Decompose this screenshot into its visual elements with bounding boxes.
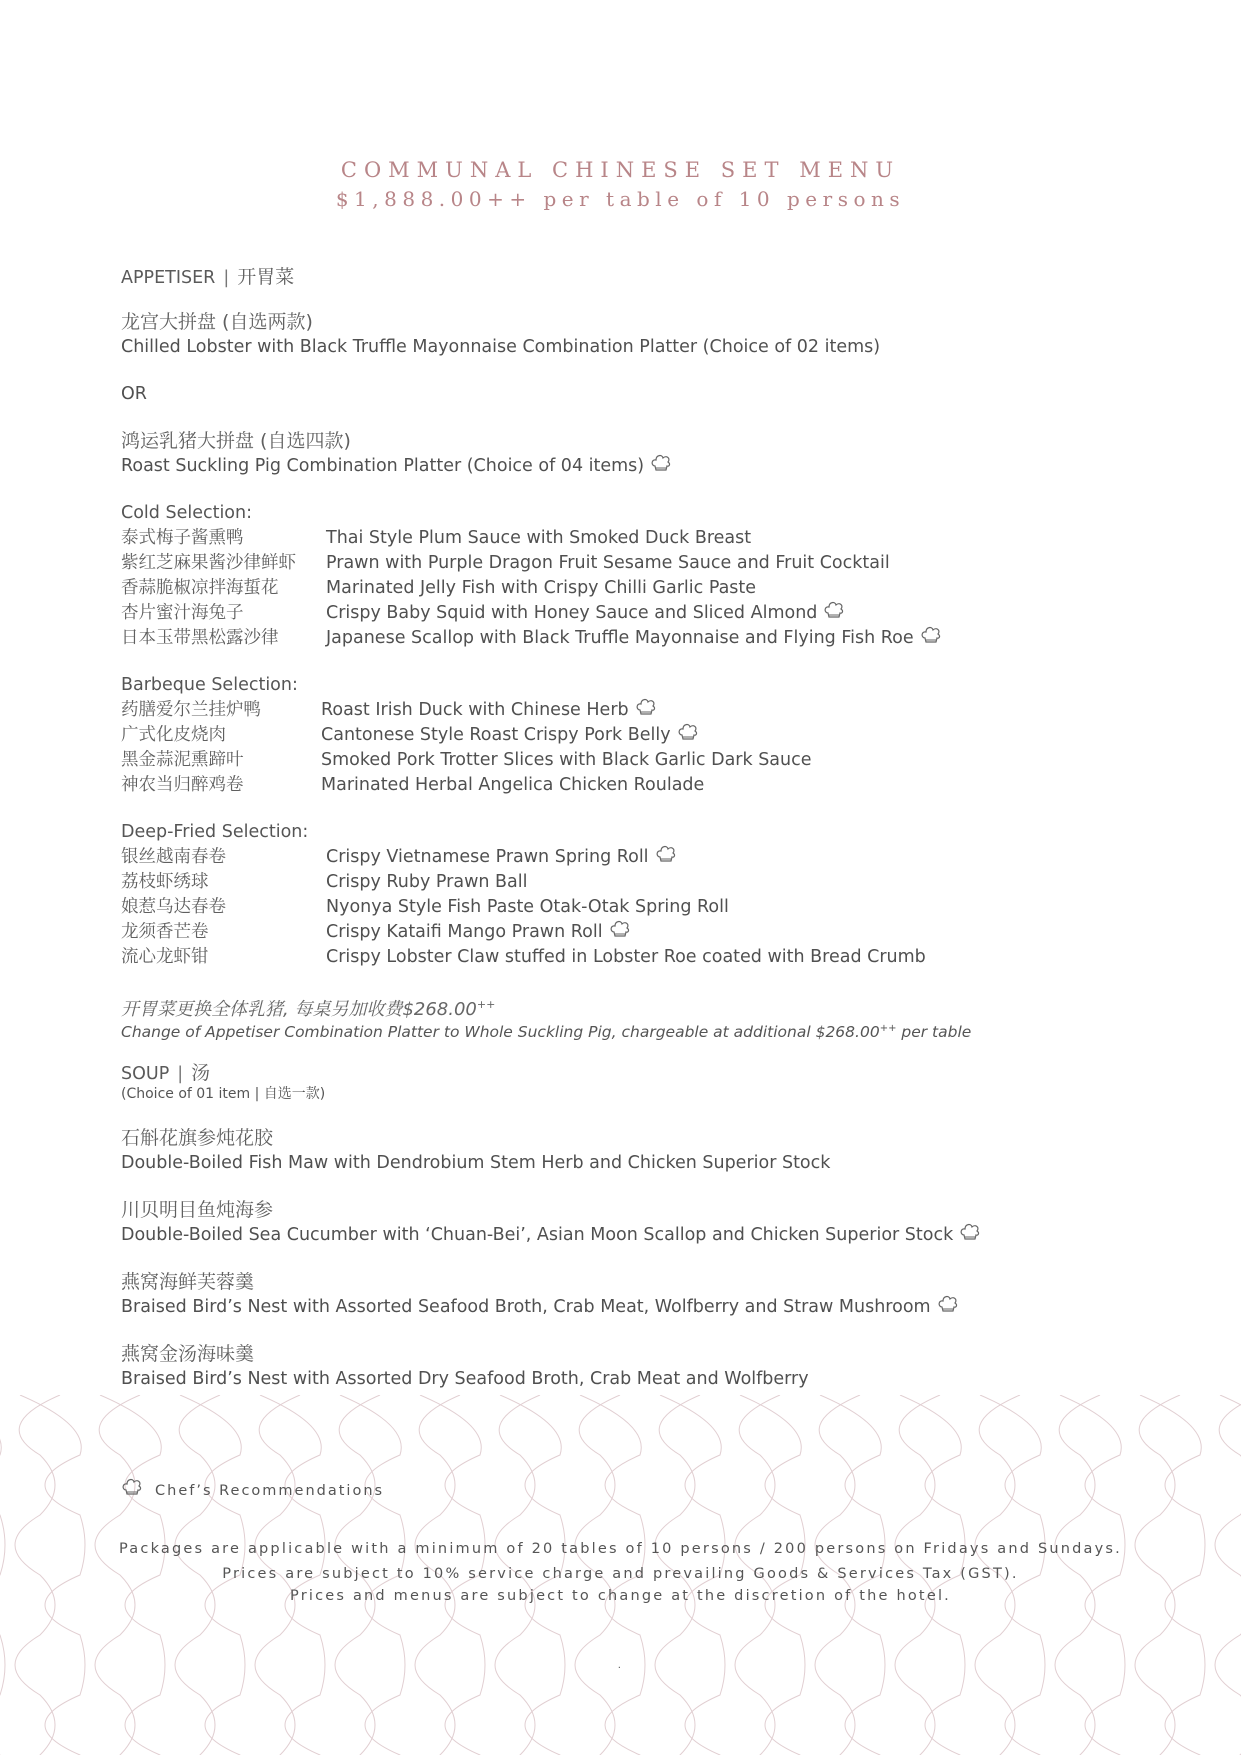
- chef-hat-icon: [121, 1478, 143, 1498]
- footer-line-3: Prices and menus are subject to change at the discretion of the hotel.: [290, 1588, 951, 1604]
- menu-item-row: [121, 551, 1121, 576]
- dish-name-en: Crispy Baby Squid with Honey Sauce and Sliced Almond: [326, 603, 818, 623]
- menu-item-row: [121, 698, 1121, 723]
- barbeque-selection-label: Barbeque Selection:: [121, 675, 298, 695]
- deep-fried-selection-label: Deep-Fried Selection:: [121, 822, 309, 842]
- soup-name-zh: 燕窝金汤海味羹: [121, 1343, 255, 1365]
- dish-name-zh: 广式化皮烧肉: [121, 725, 226, 745]
- dish-name-en: Crispy Vietnamese Prawn Spring Roll: [326, 847, 649, 867]
- upgrade-note-en: [121, 1018, 1121, 1040]
- chef-hat-icon: [635, 698, 657, 718]
- menu-item-row: [121, 723, 1121, 748]
- menu-item-row: [121, 748, 1121, 773]
- dish-name-zh: 香蒜脆椒凉拌海蜇花: [121, 578, 279, 598]
- dish-name-en: Roast Irish Duck with Chinese Herb: [321, 700, 629, 720]
- dish-name-zh: 紫红芝麻果酱沙律鲜虾: [121, 553, 296, 573]
- option1-name-en: Chilled Lobster with Black Truffle Mayonnaise Combination Platter (Choice of 02 items): [121, 337, 881, 357]
- or-label: OR: [121, 384, 147, 404]
- menu-item-row: [121, 601, 1121, 626]
- legend-label: Chef’s Recommendations: [155, 1483, 385, 1499]
- dish-name-en: Prawn with Purple Dragon Fruit Sesame Sauce and Fruit Cocktail: [326, 553, 890, 573]
- upgrade-note-zh-sup: ++: [476, 998, 496, 1011]
- dish-name-en: Crispy Lobster Claw stuffed in Lobster Roe coated with Bread Crumb: [326, 947, 926, 967]
- option2-name-en: [121, 454, 1121, 479]
- dish-name-en: Cantonese Style Roast Crispy Pork Belly: [321, 725, 671, 745]
- page-mark: .: [617, 1660, 624, 1671]
- chef-hat-icon: [937, 1295, 959, 1315]
- soup-name-en: Braised Bird’s Nest with Assorted Seafood Broth, Crab Meat, Wolfberry and Straw Mushroom: [121, 1297, 931, 1317]
- soup-name-en: Braised Bird’s Nest with Assorted Dry Seafood Broth, Crab Meat and Wolfberry: [121, 1369, 809, 1389]
- dish-name-zh: 药膳爱尔兰挂炉鸭: [121, 700, 261, 720]
- deep-fried-selection-list: [121, 845, 1121, 970]
- soup-choice-note: (Choice of 01 item | 自选一款): [121, 1086, 326, 1102]
- footer-line-1: Packages are applicable with a minimum of 20 tables of 10 persons / 200 persons on Fridays and Sundays.: [119, 1541, 1122, 1557]
- section-label-en: APPETISER: [121, 268, 216, 288]
- dish-name-en: Crispy Ruby Prawn Ball: [326, 872, 528, 892]
- dish-name-zh: 流心龙虾钳: [121, 947, 209, 967]
- menu-item-row: [121, 895, 1121, 920]
- chef-hat-icon: [650, 454, 672, 474]
- dish-name-en: Nyonya Style Fish Paste Otak-Otak Spring Roll: [326, 897, 729, 917]
- chef-hat-icon: [655, 845, 677, 865]
- option2-name-zh: 鸿运乳猪大拼盘 (自选四款): [121, 430, 351, 452]
- menu-price-subtitle: $1,888.00++ per table of 10 persons: [335, 187, 906, 211]
- dish-name-en: Smoked Pork Trotter Slices with Black Garlic Dark Sauce: [321, 750, 812, 770]
- footer-line-2: Prices are subject to 10% service charge and prevailing Goods & Services Tax (GST).: [222, 1566, 1019, 1582]
- soup-item-en: [121, 1151, 1121, 1176]
- upgrade-note-zh-text: 开胃菜更换全体乳猪, 每桌另加收费$268.00: [121, 999, 477, 1020]
- soup-list: [121, 1104, 1121, 1392]
- soup-name-zh: 川贝明目鱼炖海参: [121, 1199, 274, 1221]
- chef-hat-icon: [823, 601, 845, 621]
- soup-label-zh: 汤: [191, 1062, 211, 1084]
- dish-name-zh: 龙须香芒卷: [121, 922, 209, 942]
- upgrade-note-en-text: Change of Appetiser Combination Platter to Whole Suckling Pig, chargeable at additional $268.00: [121, 1023, 880, 1042]
- soup-item-en: [121, 1223, 1121, 1248]
- soup-name-zh: 石斛花旗参炖花胶: [121, 1127, 274, 1149]
- dish-name-zh: 日本玉带黑松露沙律: [121, 628, 279, 648]
- menu-item-row: [121, 526, 1121, 551]
- dish-name-zh: 黑金蒜泥熏蹄叶: [121, 750, 244, 770]
- soup-name-en: Double-Boiled Sea Cucumber with ‘Chuan-Bei’, Asian Moon Scallop and Chicken Superior Stock: [121, 1225, 954, 1245]
- dish-name-zh: 娘惹乌达春卷: [121, 897, 226, 917]
- section-label-zh: 开胃菜: [237, 266, 295, 288]
- soup-label-en: SOUP: [121, 1064, 170, 1084]
- dish-name-zh: 荔枝虾绣球: [121, 872, 209, 892]
- menu-item-row: [121, 870, 1121, 895]
- chef-hat-icon: [677, 723, 699, 743]
- upgrade-note-en-sup: ++: [879, 1023, 897, 1034]
- menu-item-row: [121, 920, 1121, 945]
- section-heading-soup: [121, 1062, 1121, 1084]
- dish-name-en: Japanese Scallop with Black Truffle Mayonnaise and Flying Fish Roe: [326, 628, 914, 648]
- dish-name-zh: 银丝越南春卷: [121, 847, 226, 867]
- soup-name-zh: 燕窝海鲜芙蓉羹: [121, 1271, 255, 1293]
- soup-name-en: Double-Boiled Fish Maw with Dendrobium Stem Herb and Chicken Superior Stock: [121, 1153, 831, 1173]
- menu-item-row: [121, 626, 1121, 651]
- menu-content: [121, 266, 1121, 1392]
- barbeque-selection-list: [121, 698, 1121, 798]
- chef-recommendation-legend: [121, 1478, 384, 1502]
- upgrade-note-en-tail: per table: [896, 1023, 972, 1042]
- option1-name-zh: 龙宫大拼盘 (自选两款): [121, 311, 313, 333]
- upgrade-note-zh: [121, 992, 1121, 1018]
- chef-hat-icon: [920, 626, 942, 646]
- chef-hat-icon: [959, 1223, 981, 1243]
- menu-item-row: [121, 576, 1121, 601]
- menu-item-row: [121, 945, 1121, 970]
- menu-item-row: [121, 773, 1121, 798]
- chef-hat-icon: [609, 920, 631, 940]
- dish-name-zh: 神农当归醉鸡卷: [121, 775, 244, 795]
- dish-name-en: Thai Style Plum Sauce with Smoked Duck Breast: [326, 528, 752, 548]
- option2-text: Roast Suckling Pig Combination Platter (Choice of 04 items): [121, 456, 645, 476]
- section-separator: |: [223, 268, 230, 288]
- dish-name-zh: 杏片蜜汁海兔子: [121, 603, 244, 623]
- menu-title: COMMUNAL CHINESE SET MENU: [340, 158, 901, 182]
- soup-item-en: [121, 1295, 1121, 1320]
- dish-name-en: Marinated Jelly Fish with Crispy Chilli Garlic Paste: [326, 578, 757, 598]
- dish-name-zh: 泰式梅子酱熏鸭: [121, 528, 244, 548]
- soup-item-en: [121, 1367, 1121, 1392]
- menu-item-row: [121, 845, 1121, 870]
- section-heading-appetiser: [121, 266, 1121, 288]
- cold-selection-label: Cold Selection:: [121, 503, 253, 523]
- cold-selection-list: [121, 526, 1121, 651]
- dish-name-en: Crispy Kataifi Mango Prawn Roll: [326, 922, 603, 942]
- soup-separator: |: [177, 1064, 184, 1084]
- dish-name-en: Marinated Herbal Angelica Chicken Roulade: [321, 775, 705, 795]
